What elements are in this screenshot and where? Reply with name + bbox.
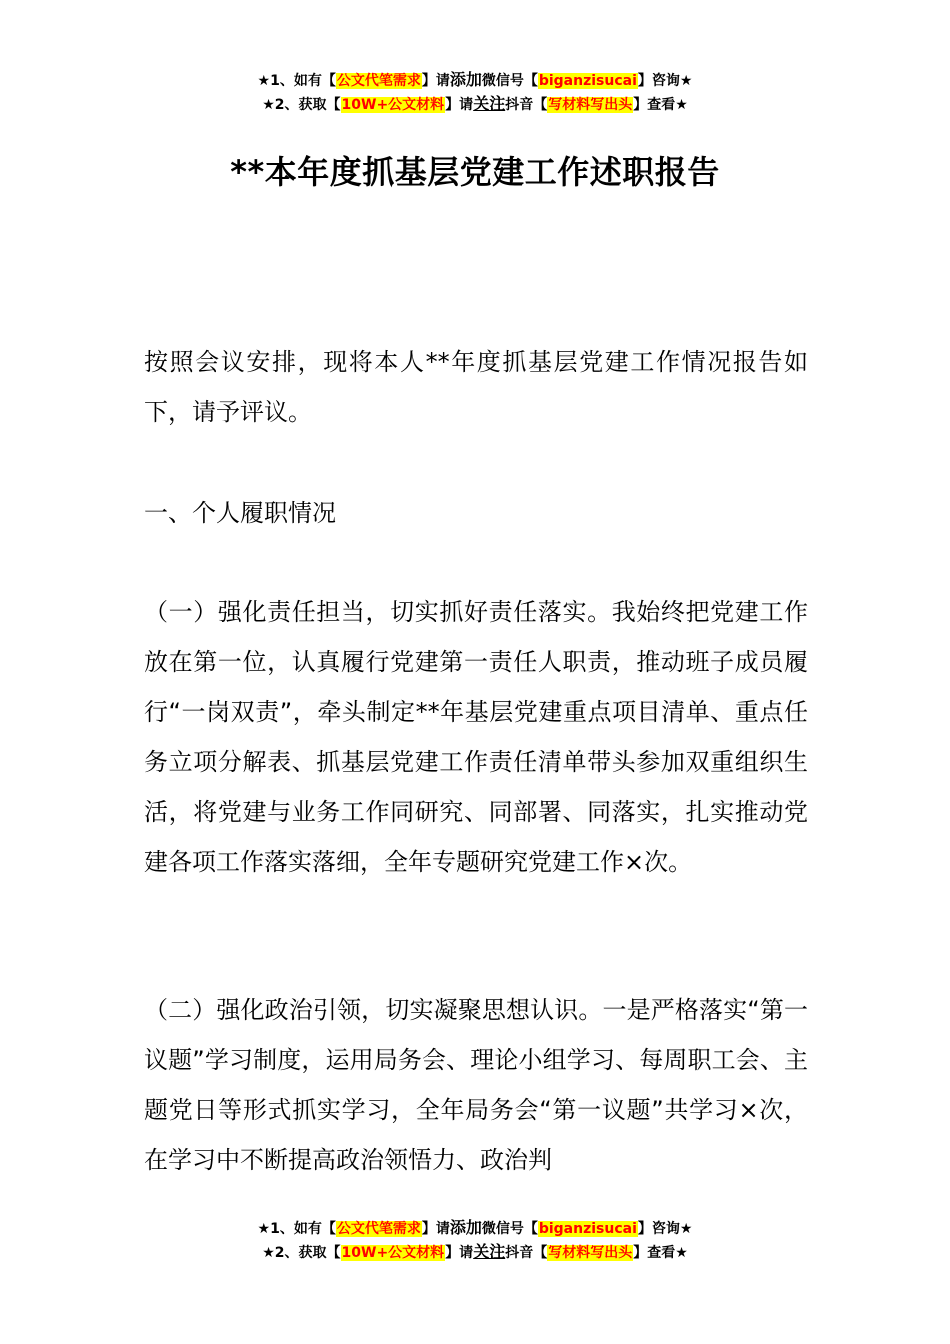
banner-line-1 [0,1216,950,1240]
intro-paragraph: 按照会议安排，现将本人**年度抓基层党建工作情况报告如下，请予评议。 [144,348,808,426]
banner-text: 微信号【 [481,73,538,89]
banner-text: ★2、获取【 [262,97,341,113]
banner-line-2 [0,92,950,116]
banner-text: 抖音【 [505,97,548,113]
banner-emphasis: 添加 [449,70,482,89]
banner-text: 】咨询★ [637,1221,693,1237]
banner-text: 】查看★ [633,97,688,113]
banner-highlight: biganzisucai [538,1221,637,1237]
banner-emphasis: 关注 [473,94,506,113]
banner-text: 微信号【 [481,1221,538,1237]
body-paragraph-1: （一）强化责任担当，切实抓好责任落实。我始终把党建工作放在第一位，认真履行党建第一责任人职责，推动班子成员履行“一岗双责”，牵头制定**年基层党建重点项目清单、重点任务立项分解表、抓基层党建工作责任清单带头参加双重组织生活，将党建与业务工作同研究、同部署、同落实，扎实推动党建各项工作落实落细，全年专题研究党建工作×次。 [144,598,808,876]
banner-text: 抖音【 [505,1245,548,1261]
banner-text: ★1、如有【 [257,73,336,89]
banner-highlight: 10W+公文材料 [341,97,445,113]
banner-text: 】咨询★ [637,73,693,89]
banner-highlight: biganzisucai [538,73,637,89]
banner-highlight: 公文代笔需求 [336,1221,421,1237]
banner-text: 】请 [421,1221,450,1237]
top-banner [0,68,950,116]
banner-text: 】请 [421,73,450,89]
banner-highlight: 写材料写出头 [548,97,633,113]
banner-line-2 [0,1240,950,1264]
banner-emphasis: 添加 [449,1218,482,1237]
body-paragraph-2: （二）强化政治引领，切实凝聚思想认识。一是严格落实“第一议题”学习制度，运用局务会、理论小组学习、每周职工会、主题党日等形式抓实学习，全年局务会“第一议题”共学习×次，在学习中不断提高政治领悟力、政治判 [144,996,808,1174]
banner-text: ★1、如有【 [257,1221,336,1237]
banner-emphasis: 关注 [473,1242,506,1261]
bottom-banner [0,1216,950,1264]
banner-text: ★2、获取【 [262,1245,341,1261]
banner-text: 】请 [445,97,474,113]
section-heading: 一、个人履职情况 [144,499,336,527]
banner-highlight: 写材料写出头 [548,1245,633,1261]
document-title: **本年度抓基层党建工作述职报告 [230,153,720,191]
banner-highlight: 公文代笔需求 [336,73,421,89]
banner-line-1 [0,68,950,92]
banner-text: 】查看★ [633,1245,688,1261]
banner-text: 】请 [445,1245,474,1261]
banner-highlight: 10W+公文材料 [341,1245,445,1261]
